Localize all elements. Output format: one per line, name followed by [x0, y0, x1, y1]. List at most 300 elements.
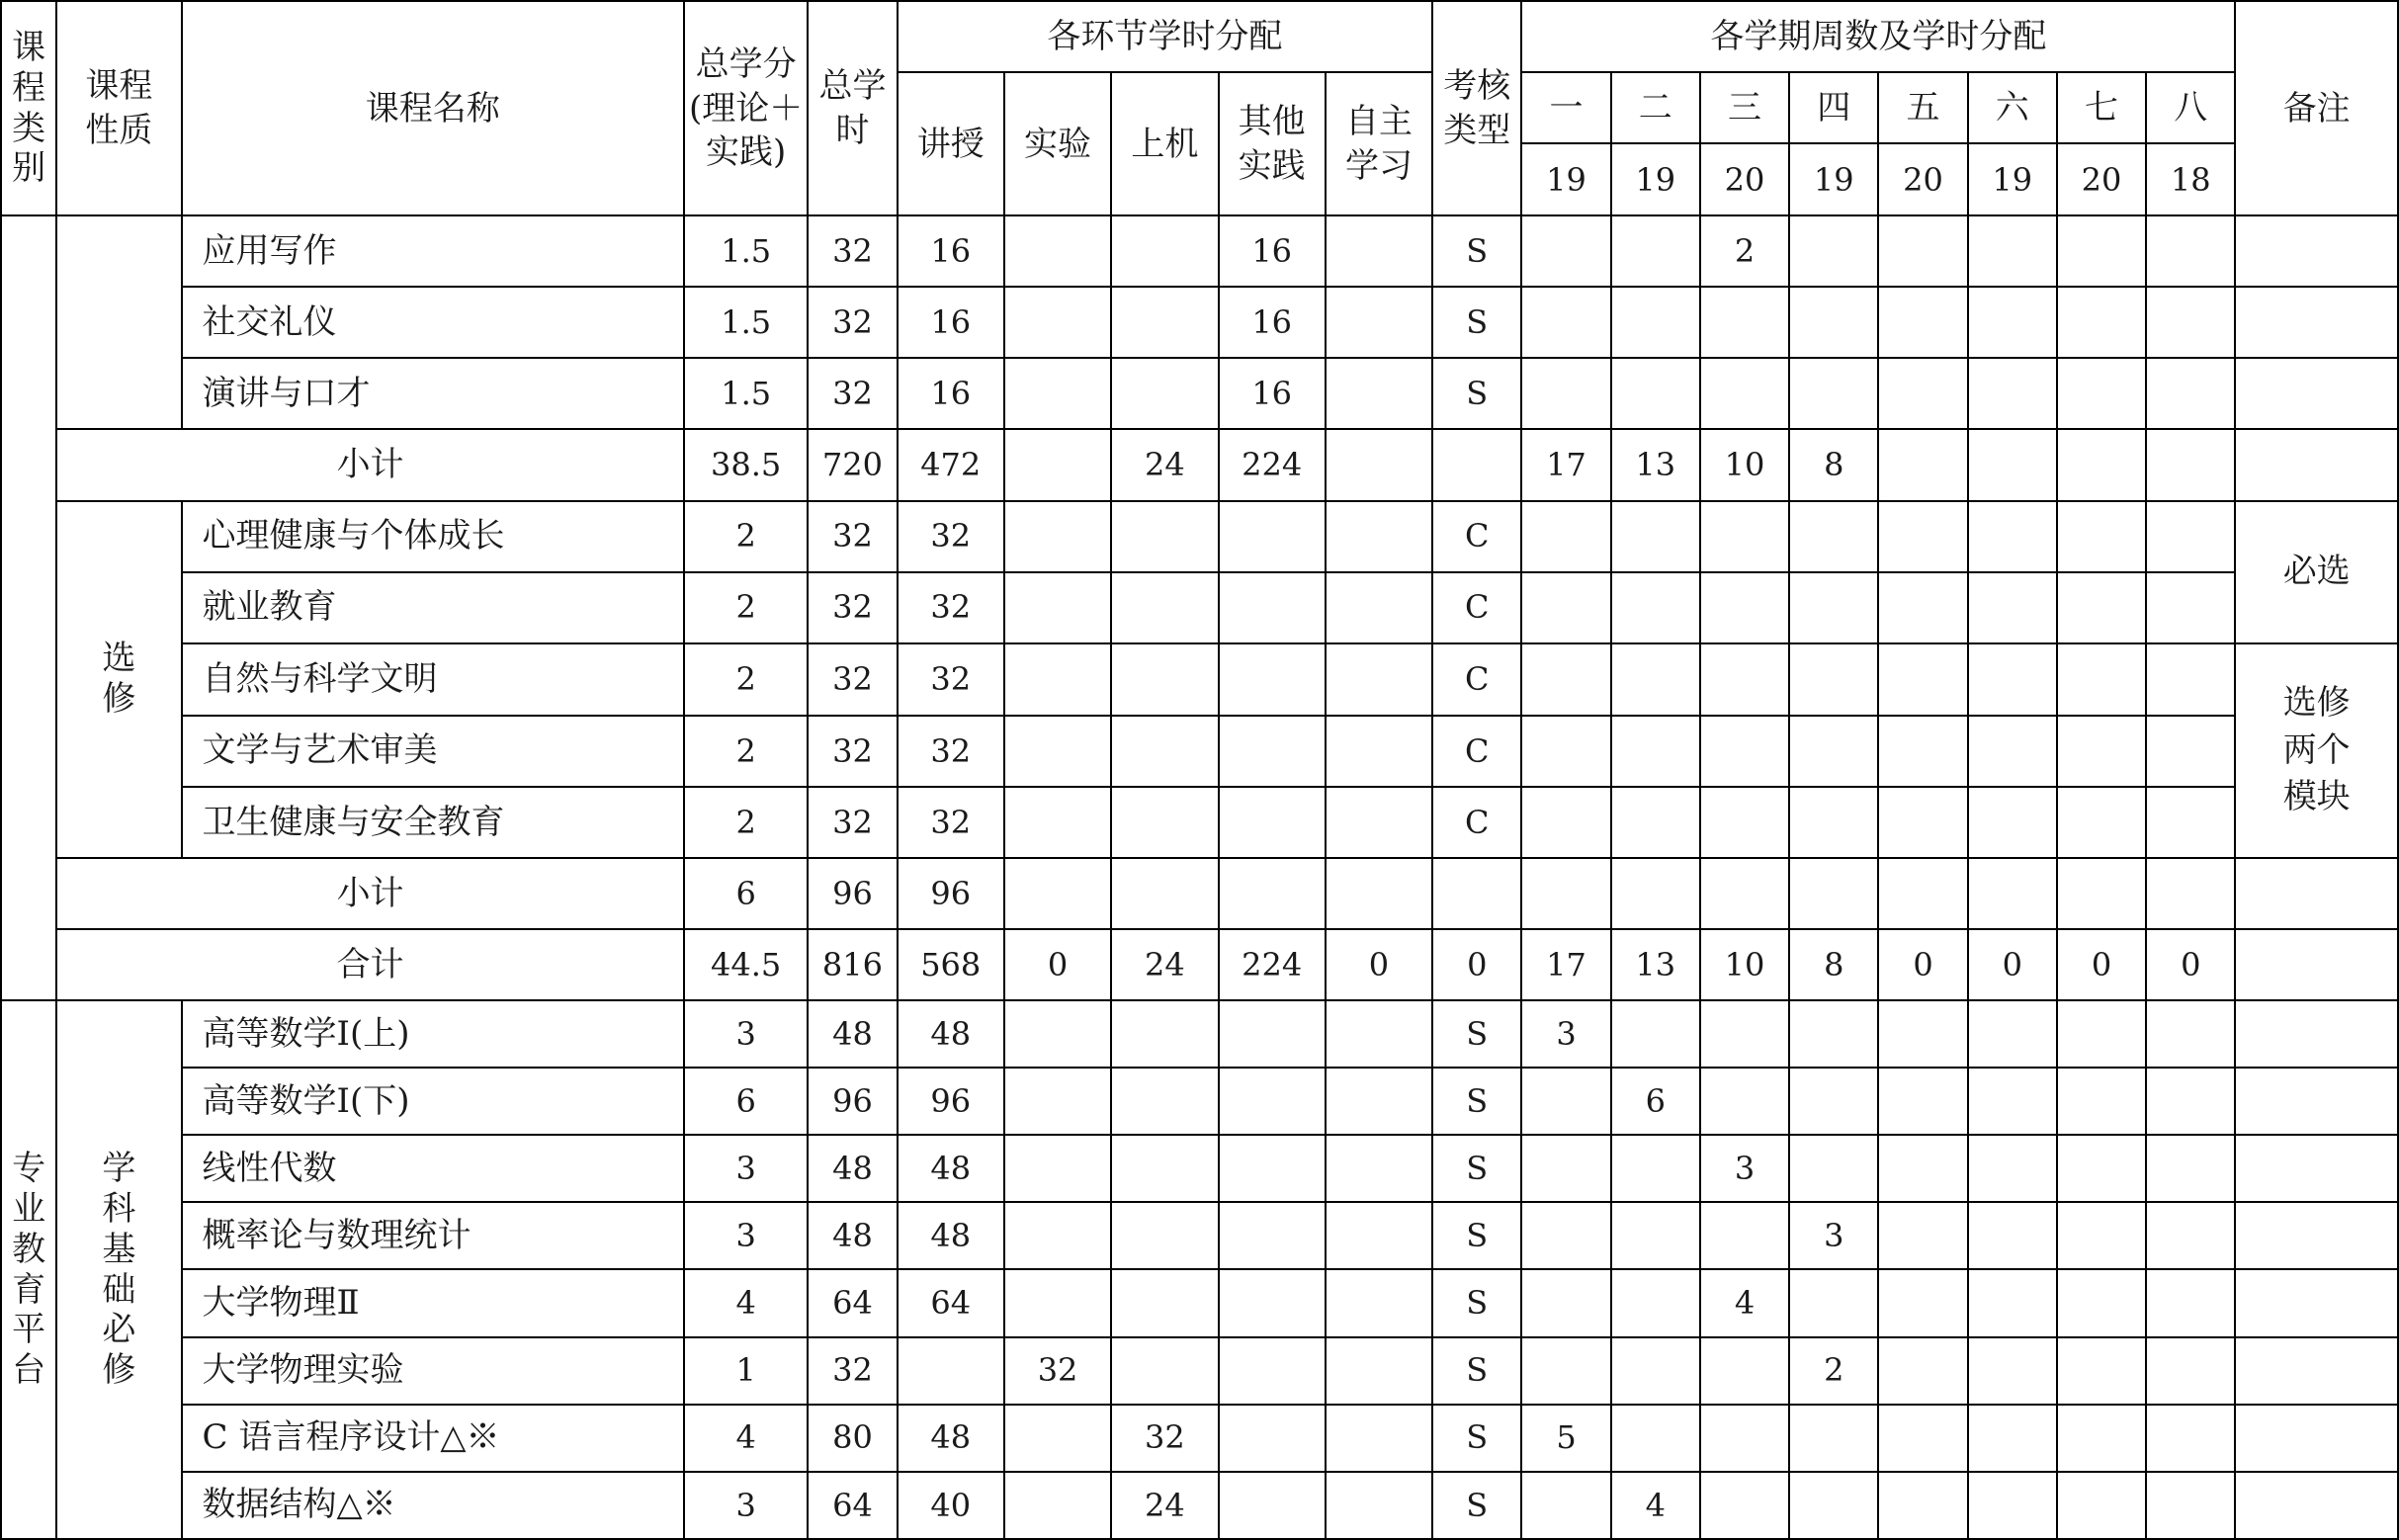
semester-5-cell: [1878, 429, 1967, 500]
semester-1-cell: [1521, 787, 1610, 858]
self-study-cell: [1326, 1135, 1432, 1202]
computer-hours-cell: [1111, 215, 1218, 287]
total-label: 合计: [56, 929, 684, 1000]
other-practice-cell: [1219, 501, 1326, 572]
header-self-study: 自主 学习: [1326, 72, 1432, 215]
computer-hours-cell: [1111, 716, 1218, 787]
semester-5-cell: [1878, 572, 1967, 643]
note-required: 必选: [2235, 501, 2398, 643]
semester-5-cell: [1878, 716, 1967, 787]
header-computer: 上机: [1111, 72, 1218, 215]
computer-hours-cell: [1111, 1135, 1218, 1202]
lecture-hours-cell: 568: [898, 929, 1004, 1000]
header-lecture: 讲授: [898, 72, 1004, 215]
semester-8-cell: [2146, 1068, 2235, 1135]
semester-2-cell: [1611, 358, 1700, 429]
semester-8-cell: [2146, 1135, 2235, 1202]
semester-4-cell: [1789, 358, 1878, 429]
semester-2-cell: [1611, 287, 1700, 358]
course-name-cell: 就业教育: [182, 572, 684, 643]
semester-3-cell: 4: [1700, 1269, 1789, 1336]
exam-type-cell: [1432, 429, 1521, 500]
exam-type-cell: S: [1432, 1269, 1521, 1336]
lecture-hours-cell: 16: [898, 287, 1004, 358]
semester-5-cell: [1878, 215, 1967, 287]
credits-cell: 3: [684, 1472, 808, 1539]
category-cell-major-text: 专 业 教 育 平 台: [12, 1149, 46, 1391]
semester-1-cell: [1521, 858, 1610, 929]
lecture-hours-cell: 472: [898, 429, 1004, 500]
header-semester-7: 七: [2057, 72, 2146, 143]
exam-type-cell: C: [1432, 643, 1521, 716]
self-study-cell: [1326, 429, 1432, 500]
experiment-hours-cell: [1004, 1000, 1111, 1068]
exam-type-cell: S: [1432, 1068, 1521, 1135]
lecture-hours-cell: 48: [898, 1135, 1004, 1202]
semester-3-cell: [1700, 501, 1789, 572]
table-row: [1, 716, 2398, 787]
semester-6-cell: [1968, 643, 2057, 716]
semester-5-cell: [1878, 1000, 1967, 1068]
lecture-hours-cell: 48: [898, 1405, 1004, 1472]
semester-7-cell: [2057, 787, 2146, 858]
semester-8-cell: [2146, 1202, 2235, 1269]
course-name-cell: 演讲与口才: [182, 358, 684, 429]
semester-6-cell: [1968, 858, 2057, 929]
semester-3-cell: [1700, 643, 1789, 716]
course-name-cell: 大学物理实验: [182, 1337, 684, 1405]
semester-5-cell: [1878, 1202, 1967, 1269]
computer-hours-cell: 24: [1111, 929, 1218, 1000]
other-practice-cell: [1219, 1202, 1326, 1269]
semester-2-cell: [1611, 1405, 1700, 1472]
header-semester-1: 一: [1521, 72, 1610, 143]
semester-4-cell: [1789, 1405, 1878, 1472]
remarks-cell: [2235, 1337, 2398, 1405]
subtotal-label: 小计: [56, 858, 684, 929]
header-experiment: 实验: [1004, 72, 1111, 215]
semester-7-cell: [2057, 858, 2146, 929]
computer-hours-cell: [1111, 1068, 1218, 1135]
course-name-cell: 概率论与数理统计: [182, 1202, 684, 1269]
credits-cell: 2: [684, 716, 808, 787]
semester-7-cell: [2057, 1337, 2146, 1405]
lecture-hours-cell: 32: [898, 716, 1004, 787]
self-study-cell: [1326, 572, 1432, 643]
semester-8-cell: [2146, 1337, 2235, 1405]
remarks-cell: [2235, 1472, 2398, 1539]
semester-3-cell: 3: [1700, 1135, 1789, 1202]
computer-hours-cell: [1111, 1202, 1218, 1269]
semester-2-cell: [1611, 1135, 1700, 1202]
other-practice-cell: 16: [1219, 287, 1326, 358]
nature-cell-elective-text: 选 修: [102, 639, 136, 720]
exam-type-cell: [1432, 858, 1521, 929]
remarks-cell: [2235, 1068, 2398, 1135]
hours-cell: 32: [808, 501, 897, 572]
semester-3-cell: [1700, 1000, 1789, 1068]
hours-cell: 96: [808, 1068, 897, 1135]
table-row: [1, 1000, 2398, 1068]
semester-2-cell: [1611, 572, 1700, 643]
computer-hours-cell: [1111, 501, 1218, 572]
semester-7-cell: [2057, 716, 2146, 787]
other-practice-cell: 16: [1219, 215, 1326, 287]
computer-hours-cell: 24: [1111, 429, 1218, 500]
remarks-cell: [2235, 429, 2398, 500]
other-practice-cell: [1219, 1337, 1326, 1405]
credits-cell: 3: [684, 1000, 808, 1068]
exam-type-cell: C: [1432, 501, 1521, 572]
semester-2-cell: [1611, 1202, 1700, 1269]
semester-2-cell: 13: [1611, 929, 1700, 1000]
credits-cell: 3: [684, 1202, 808, 1269]
self-study-cell: [1326, 1269, 1432, 1336]
lecture-hours-cell: 40: [898, 1472, 1004, 1539]
nature-cell-required: [56, 215, 181, 429]
lecture-hours-cell: 32: [898, 572, 1004, 643]
header-semester-4: 四: [1789, 72, 1878, 143]
header-total-hours: 总学 时: [808, 1, 897, 215]
exam-type-cell: C: [1432, 572, 1521, 643]
exam-type-cell: C: [1432, 716, 1521, 787]
experiment-hours-cell: 0: [1004, 929, 1111, 1000]
hours-cell: 32: [808, 716, 897, 787]
header-exam-type: 考核 类型: [1432, 1, 1521, 215]
course-name-cell: 高等数学Ⅰ(上): [182, 1000, 684, 1068]
computer-hours-cell: [1111, 358, 1218, 429]
semester-5-cell: [1878, 1405, 1967, 1472]
remarks-cell: [2235, 287, 2398, 358]
semester-6-cell: [1968, 501, 2057, 572]
lecture-hours-cell: 32: [898, 643, 1004, 716]
semester-5-cell: [1878, 643, 1967, 716]
hours-cell: 32: [808, 643, 897, 716]
table-row: [1, 929, 2398, 1000]
header-allocation-title: 各环节学时分配: [898, 1, 1433, 72]
self-study-cell: [1326, 215, 1432, 287]
semester-6-cell: 0: [1968, 929, 2057, 1000]
semester-2-cell: [1611, 1269, 1700, 1336]
subtotal-label: 小计: [56, 429, 684, 500]
semester-5-cell: [1878, 1269, 1967, 1336]
computer-hours-cell: [1111, 643, 1218, 716]
nature-cell-elective: [56, 501, 181, 858]
semester-3-cell: [1700, 1405, 1789, 1472]
experiment-hours-cell: [1004, 1269, 1111, 1336]
hours-cell: 32: [808, 287, 897, 358]
semester-2-cell: 6: [1611, 1068, 1700, 1135]
table-row: [1, 787, 2398, 858]
semester-4-cell: 8: [1789, 429, 1878, 500]
remarks-cell: [2235, 1135, 2398, 1202]
header-weeks-8: 18: [2146, 143, 2235, 215]
other-practice-cell: [1219, 858, 1326, 929]
semester-1-cell: [1521, 1337, 1610, 1405]
semester-1-cell: 3: [1521, 1000, 1610, 1068]
semester-5-cell: [1878, 1068, 1967, 1135]
semester-2-cell: [1611, 215, 1700, 287]
remarks-cell: [2235, 1269, 2398, 1336]
header-weeks-7: 20: [2057, 143, 2146, 215]
semester-4-cell: [1789, 501, 1878, 572]
semester-1-cell: [1521, 501, 1610, 572]
semester-8-cell: [2146, 716, 2235, 787]
header-weeks-2: 19: [1611, 143, 1700, 215]
semester-7-cell: [2057, 1000, 2146, 1068]
semester-4-cell: 2: [1789, 1337, 1878, 1405]
remarks-cell: [2235, 215, 2398, 287]
table-row: [1, 643, 2398, 716]
header-other-practice: 其他 实践: [1219, 72, 1326, 215]
experiment-hours-cell: [1004, 1472, 1111, 1539]
exam-type-cell: 0: [1432, 929, 1521, 1000]
semester-7-cell: [2057, 643, 2146, 716]
exam-type-cell: S: [1432, 287, 1521, 358]
semester-7-cell: [2057, 1269, 2146, 1336]
experiment-hours-cell: [1004, 572, 1111, 643]
other-practice-cell: [1219, 1405, 1326, 1472]
other-practice-cell: [1219, 1269, 1326, 1336]
credits-cell: 4: [684, 1405, 808, 1472]
course-name-cell: 心理健康与个体成长: [182, 501, 684, 572]
semester-1-cell: [1521, 287, 1610, 358]
credits-cell: 38.5: [684, 429, 808, 500]
semester-3-cell: [1700, 1068, 1789, 1135]
other-practice-cell: 16: [1219, 358, 1326, 429]
semester-7-cell: [2057, 1472, 2146, 1539]
remarks-cell: [2235, 1405, 2398, 1472]
credits-cell: 4: [684, 1269, 808, 1336]
semester-2-cell: 13: [1611, 429, 1700, 500]
header-weeks-3: 20: [1700, 143, 1789, 215]
semester-6-cell: [1968, 429, 2057, 500]
semester-5-cell: [1878, 1135, 1967, 1202]
course-name-cell: 数据结构△※: [182, 1472, 684, 1539]
experiment-hours-cell: [1004, 1068, 1111, 1135]
course-name-cell: 文学与艺术审美: [182, 716, 684, 787]
table-row: [1, 358, 2398, 429]
semester-6-cell: [1968, 1269, 2057, 1336]
table-row: [1, 1472, 2398, 1539]
semester-6-cell: [1968, 358, 2057, 429]
lecture-hours-cell: 48: [898, 1202, 1004, 1269]
semester-3-cell: 10: [1700, 929, 1789, 1000]
other-practice-cell: [1219, 572, 1326, 643]
semester-7-cell: 0: [2057, 929, 2146, 1000]
semester-3-cell: [1700, 716, 1789, 787]
semester-6-cell: [1968, 716, 2057, 787]
self-study-cell: [1326, 1405, 1432, 1472]
experiment-hours-cell: [1004, 358, 1111, 429]
semester-1-cell: [1521, 1135, 1610, 1202]
self-study-cell: [1326, 1202, 1432, 1269]
semester-4-cell: [1789, 858, 1878, 929]
semester-6-cell: [1968, 1337, 2057, 1405]
hours-cell: 32: [808, 787, 897, 858]
semester-7-cell: [2057, 287, 2146, 358]
semester-7-cell: [2057, 1202, 2146, 1269]
header-course-name: 课程名称: [182, 1, 684, 215]
header-weeks-1: 19: [1521, 143, 1610, 215]
semester-1-cell: [1521, 1472, 1610, 1539]
semester-8-cell: [2146, 1405, 2235, 1472]
lecture-hours-cell: 16: [898, 358, 1004, 429]
computer-hours-cell: [1111, 287, 1218, 358]
experiment-hours-cell: 32: [1004, 1337, 1111, 1405]
course-name-cell: 应用写作: [182, 215, 684, 287]
semester-2-cell: [1611, 1337, 1700, 1405]
self-study-cell: [1326, 287, 1432, 358]
semester-5-cell: 0: [1878, 929, 1967, 1000]
exam-type-cell: S: [1432, 1202, 1521, 1269]
header-category-text: 课 程 类 别: [12, 28, 46, 189]
lecture-hours-cell: [898, 1337, 1004, 1405]
semester-6-cell: [1968, 1000, 2057, 1068]
course-name-cell: 线性代数: [182, 1135, 684, 1202]
semester-6-cell: [1968, 787, 2057, 858]
credits-cell: 1.5: [684, 287, 808, 358]
self-study-cell: [1326, 858, 1432, 929]
semester-4-cell: [1789, 1068, 1878, 1135]
hours-cell: 80: [808, 1405, 897, 1472]
exam-type-cell: S: [1432, 1337, 1521, 1405]
self-study-cell: [1326, 501, 1432, 572]
experiment-hours-cell: [1004, 287, 1111, 358]
hours-cell: 32: [808, 1337, 897, 1405]
semester-1-cell: [1521, 358, 1610, 429]
exam-type-cell: S: [1432, 215, 1521, 287]
hours-cell: 48: [808, 1135, 897, 1202]
experiment-hours-cell: [1004, 215, 1111, 287]
semester-3-cell: [1700, 358, 1789, 429]
semester-8-cell: [2146, 787, 2235, 858]
table-row: [1, 1135, 2398, 1202]
semester-8-cell: [2146, 215, 2235, 287]
table-row: [1, 858, 2398, 929]
semester-4-cell: 8: [1789, 929, 1878, 1000]
other-practice-cell: [1219, 716, 1326, 787]
lecture-hours-cell: 64: [898, 1269, 1004, 1336]
experiment-hours-cell: [1004, 1405, 1111, 1472]
semester-8-cell: [2146, 501, 2235, 572]
experiment-hours-cell: [1004, 716, 1111, 787]
lecture-hours-cell: 96: [898, 1068, 1004, 1135]
semester-8-cell: [2146, 643, 2235, 716]
semester-4-cell: [1789, 1000, 1878, 1068]
course-name-cell: 卫生健康与安全教育: [182, 787, 684, 858]
hours-cell: 720: [808, 429, 897, 500]
course-name-cell: 社交礼仪: [182, 287, 684, 358]
course-name-cell: 自然与科学文明: [182, 643, 684, 716]
semester-5-cell: [1878, 501, 1967, 572]
semester-4-cell: [1789, 787, 1878, 858]
semester-1-cell: [1521, 1269, 1610, 1336]
experiment-hours-cell: [1004, 429, 1111, 500]
semester-8-cell: [2146, 287, 2235, 358]
remarks-cell: [2235, 929, 2398, 1000]
semester-3-cell: [1700, 1202, 1789, 1269]
semester-5-cell: [1878, 1472, 1967, 1539]
semester-7-cell: [2057, 1405, 2146, 1472]
semester-2-cell: [1611, 501, 1700, 572]
header-semester-8: 八: [2146, 72, 2235, 143]
computer-hours-cell: [1111, 1337, 1218, 1405]
semester-2-cell: [1611, 787, 1700, 858]
category-cell-major: [1, 1000, 56, 1539]
table-row: [1, 1405, 2398, 1472]
credits-cell: 1.5: [684, 215, 808, 287]
computer-hours-cell: [1111, 787, 1218, 858]
exam-type-cell: S: [1432, 1472, 1521, 1539]
semester-4-cell: [1789, 1135, 1878, 1202]
hours-cell: 816: [808, 929, 897, 1000]
header-semester-6: 六: [1968, 72, 2057, 143]
self-study-cell: [1326, 1337, 1432, 1405]
semester-5-cell: [1878, 1337, 1967, 1405]
table-row: [1, 429, 2398, 500]
course-name-cell: 大学物理Ⅱ: [182, 1269, 684, 1336]
experiment-hours-cell: [1004, 501, 1111, 572]
table-row: [1, 287, 2398, 358]
lecture-hours-cell: 16: [898, 215, 1004, 287]
self-study-cell: 0: [1326, 929, 1432, 1000]
semester-7-cell: [2057, 1068, 2146, 1135]
semester-7-cell: [2057, 358, 2146, 429]
semester-8-cell: [2146, 572, 2235, 643]
hours-cell: 48: [808, 1202, 897, 1269]
lecture-hours-cell: 32: [898, 501, 1004, 572]
header-total-credits: 总学分 (理论＋ 实践): [684, 1, 808, 215]
semester-6-cell: [1968, 1405, 2057, 1472]
semester-7-cell: [2057, 429, 2146, 500]
computer-hours-cell: 24: [1111, 1472, 1218, 1539]
exam-type-cell: S: [1432, 1000, 1521, 1068]
hours-cell: 64: [808, 1269, 897, 1336]
lecture-hours-cell: 32: [898, 787, 1004, 858]
other-practice-cell: [1219, 1000, 1326, 1068]
semester-7-cell: [2057, 572, 2146, 643]
other-practice-cell: 224: [1219, 929, 1326, 1000]
self-study-cell: [1326, 643, 1432, 716]
semester-8-cell: 0: [2146, 929, 2235, 1000]
semester-2-cell: [1611, 643, 1700, 716]
semester-4-cell: 3: [1789, 1202, 1878, 1269]
semester-4-cell: [1789, 1269, 1878, 1336]
other-practice-cell: [1219, 1472, 1326, 1539]
self-study-cell: [1326, 1472, 1432, 1539]
hours-cell: 32: [808, 215, 897, 287]
semester-4-cell: [1789, 572, 1878, 643]
semester-2-cell: [1611, 716, 1700, 787]
exam-type-cell: S: [1432, 1405, 1521, 1472]
header-weeks-5: 20: [1878, 143, 1967, 215]
semester-2-cell: [1611, 858, 1700, 929]
semester-1-cell: 17: [1521, 429, 1610, 500]
semester-7-cell: [2057, 1135, 2146, 1202]
table-row: [1, 1202, 2398, 1269]
semester-4-cell: [1789, 1472, 1878, 1539]
semester-5-cell: [1878, 787, 1967, 858]
semester-8-cell: [2146, 1000, 2235, 1068]
semester-5-cell: [1878, 358, 1967, 429]
experiment-hours-cell: [1004, 643, 1111, 716]
header-semester-2: 二: [1611, 72, 1700, 143]
self-study-cell: [1326, 787, 1432, 858]
nature-cell-major: [56, 1000, 181, 1539]
header-semester-3: 三: [1700, 72, 1789, 143]
table-row: [1, 1269, 2398, 1336]
